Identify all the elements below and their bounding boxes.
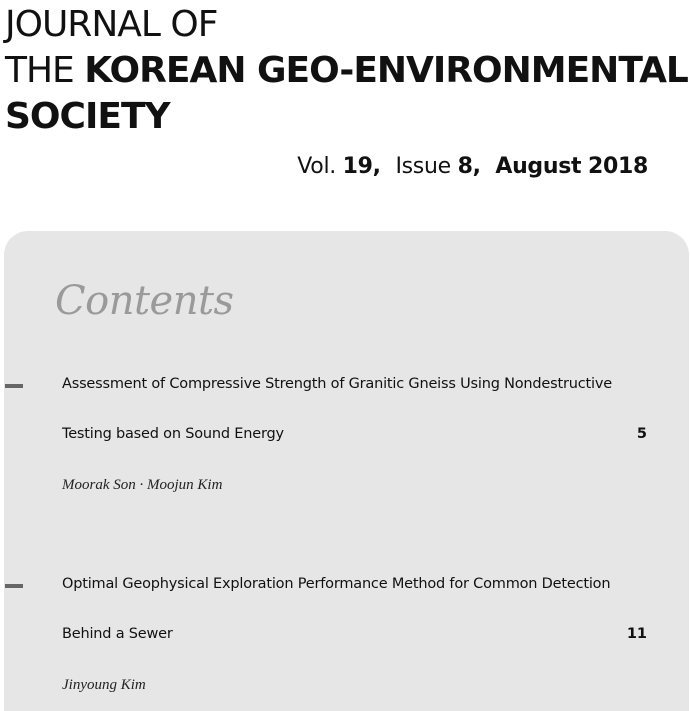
article-page-number: 5 — [636, 426, 647, 442]
article-authors: Jinyoung Kim — [62, 677, 146, 693]
article-title-line[interactable]: Assessment of Compressive Strength of Granitic Gneiss Using Nondestructive — [62, 376, 612, 392]
issue-number: 8, — [457, 154, 481, 179]
article-authors: Moorak Son · Moojun Kim — [62, 477, 223, 493]
journal-title-prefix: THE — [5, 50, 74, 91]
article-bullet — [5, 584, 23, 588]
issue-year: 2018 — [587, 154, 648, 179]
journal-masthead — [5, 2, 688, 140]
issue-label: Issue — [395, 154, 451, 179]
volume-number: 19, — [342, 154, 381, 179]
journal-title-bold: KOREAN GEO-ENVIRONMENTAL — [84, 50, 688, 91]
article-title-line[interactable]: Optimal Geophysical Exploration Performance Method for Common Detection — [62, 576, 611, 592]
journal-title-line-2 — [5, 48, 688, 94]
article-title-line[interactable]: Behind a Sewer — [62, 626, 173, 642]
issue-info — [297, 154, 648, 179]
volume-label: Vol. — [297, 154, 336, 179]
article-title-line[interactable]: Testing based on Sound Energy — [62, 426, 284, 442]
journal-title-line-1: JOURNAL OF — [5, 4, 218, 45]
contents-heading: Contents — [55, 278, 234, 324]
journal-title-line-3: SOCIETY — [5, 96, 170, 137]
article-page-number: 11 — [626, 626, 647, 642]
issue-month: August — [495, 154, 582, 179]
article-bullet — [5, 384, 23, 388]
